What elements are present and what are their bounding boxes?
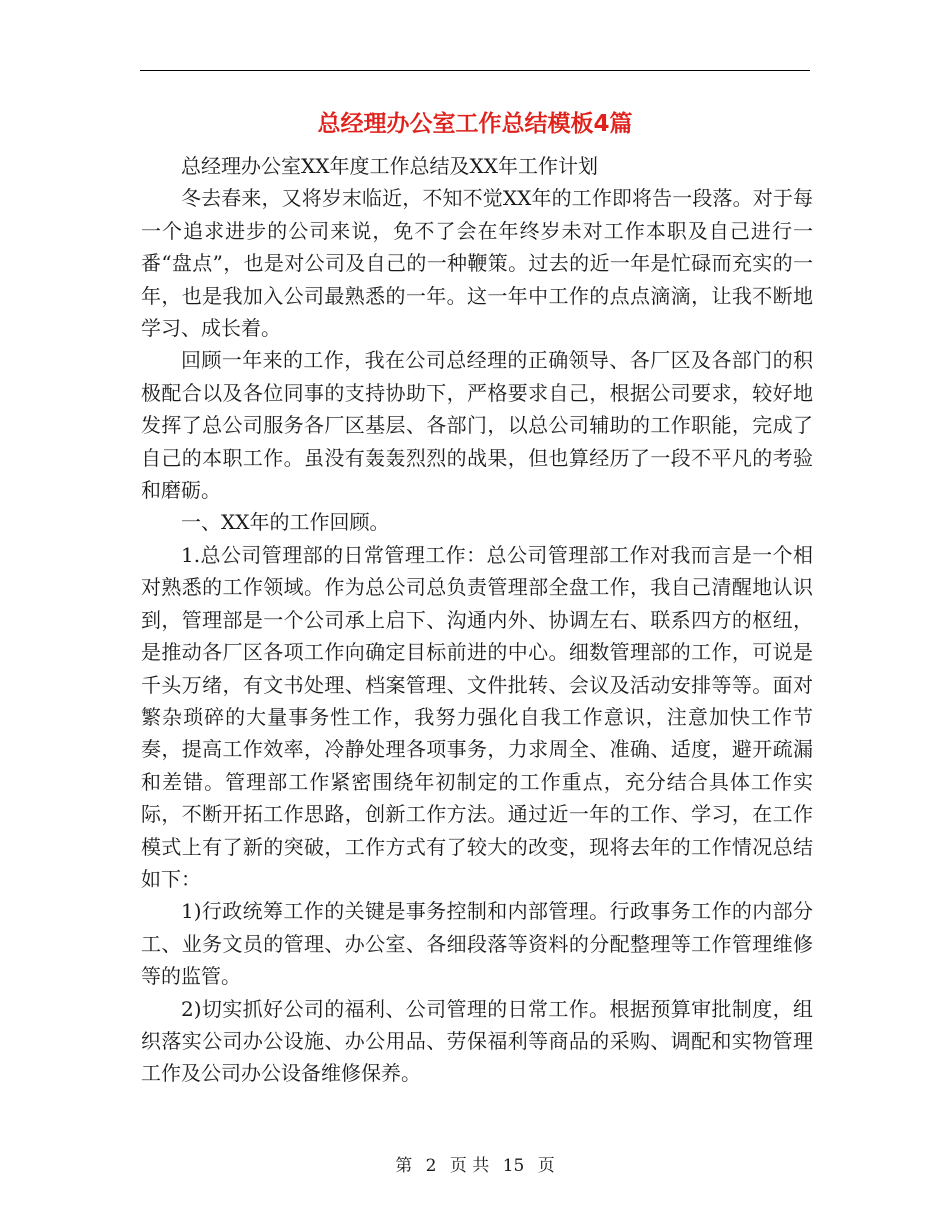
footer-middle: 页 共: [449, 1156, 490, 1176]
document-body: [141, 150, 813, 1090]
body-paragraph: 冬去春来，又将岁末临近，不知不觉XX年的工作即将告一段落。对于每一个追求进步的公司来说，免不了会在年终岁未对工作本职及自己进行一番“盘点”，也是对公司及自己的一种鞭策。过去的近一年是忙碌而充实的一年，也是我加入公司最熟悉的一年。这一年中工作的点点滴滴，让我不断地学习、成长着。: [141, 186, 813, 341]
list-item-paragraph: 1)行政统筹工作的关键是事务控制和内部管理。行政事务工作的内部分工、业务文员的管理、办公室、各细段落等资料的分配整理等工作管理维修等的监管。: [141, 899, 813, 989]
subtitle-paragraph: 总经理办公室XX年度工作总结及XX年工作计划: [181, 154, 598, 178]
body-paragraph: 1.总公司管理部的日常管理工作：总公司管理部工作对我而言是一个相对熟悉的工作领域。作为总公司总负责管理部全盘工作，我自己清醒地认识到，管理部是一个公司承上启下、沟通内外、协调左右、联系四方的枢纽，是推动各厂区各项工作向确定目标前进的中心。细数管理部的工作，可说是千头万绪，有文书处理、档案管理、文件批转、会议及活动安排等等。面对繁杂琐碎的大量事务性工作，我努力强化自我工作意识，注意加快工作节奏，提高工作效率，冷静处理各项事务，力求周全、准确、适度，避开疏漏和差错。管理部工作紧密围绕年初制定的工作重点，充分结合具体工作实际，不断开拓工作思路，创新工作方法。通过近一年的工作、学习，在工作模式上有了新的突破，工作方式有了较大的改变，现将去年的工作情况总结如下：: [141, 542, 813, 891]
list-item-paragraph: 2)切实抓好公司的福利、公司管理的日常工作。根据预算审批制度，组织落实公司办公设施、办公用品、劳保福利等商品的采购、调配和实物管理工作及公司办公设备维修保养。: [141, 996, 813, 1086]
footer-prefix: 第: [395, 1156, 413, 1176]
document-title: 总经理办公室工作总结模板4篇: [317, 111, 633, 137]
body-paragraph: 回顾一年来的工作，我在公司总经理的正确领导、各厂区及各部门的积极配合以及各位同事的支持协助下，严格要求自己，根据公司要求，较好地发挥了总公司服务各厂区基层、各部门，以总公司辅助的工作职能，完成了自己的本职工作。虽没有轰轰烈烈的战果，但也算经历了一段不平凡的考验和磨砺。: [141, 348, 813, 503]
page-footer: [0, 1154, 950, 1178]
footer-suffix: 页: [537, 1156, 555, 1176]
header-rule: [140, 70, 810, 71]
current-page-number: 2: [425, 1156, 437, 1176]
section-heading: 一、XX年的工作回顾。: [181, 510, 390, 535]
total-page-count: 15: [502, 1156, 525, 1176]
